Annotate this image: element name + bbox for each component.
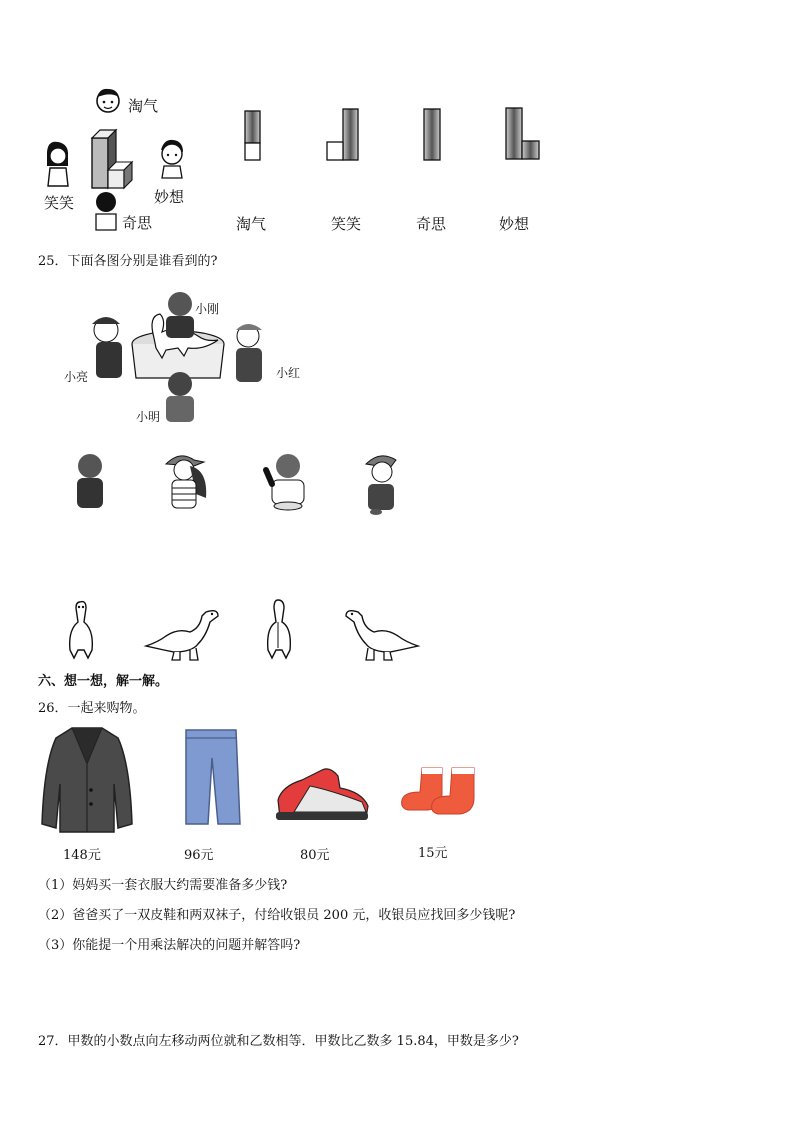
view-option-1 bbox=[243, 110, 263, 162]
jeans-icon bbox=[180, 728, 242, 828]
dinosaur-table-scene bbox=[88, 286, 278, 428]
view-option-2 bbox=[325, 108, 361, 162]
option-label-1: 淘气 bbox=[236, 215, 267, 233]
label-xiaogang: 小刚 bbox=[195, 302, 220, 316]
kid-taoqi-icon bbox=[92, 86, 126, 120]
price-jeans: 96元 bbox=[184, 848, 214, 863]
view-option-4 bbox=[504, 107, 542, 161]
dinosaur-back-icon bbox=[264, 598, 296, 662]
kid-miaoxiang-icon bbox=[156, 138, 188, 180]
label-xiaoming: 小明 bbox=[136, 410, 161, 424]
dinosaur-side-left-icon bbox=[144, 606, 224, 662]
kid-qisi-icon bbox=[92, 190, 120, 234]
price-jacket: 148元 bbox=[63, 848, 101, 863]
label-xiaoliang: 小亮 bbox=[64, 370, 89, 384]
kid-view-back-icon bbox=[74, 452, 106, 510]
price-sneakers: 80元 bbox=[300, 848, 330, 863]
q25-prompt: 25．下面各图分别是谁看到的? bbox=[38, 254, 218, 269]
dinosaur-side-right-icon bbox=[340, 606, 420, 662]
q27-prompt: 27．甲数的小数点向左移动两位就和乙数相等．甲数比乙数多 15.84，甲数是多少? bbox=[38, 1034, 519, 1049]
sneakers-icon bbox=[270, 766, 374, 824]
kid-xiaoxiao-icon bbox=[42, 140, 72, 190]
option-label-3: 奇思 bbox=[416, 215, 447, 233]
kid-view-cap-side-icon bbox=[160, 448, 212, 510]
socks-icon bbox=[398, 764, 482, 816]
view-option-3 bbox=[422, 108, 442, 162]
dinosaur-front-icon bbox=[64, 598, 100, 662]
label-xiaoxiao: 笑笑 bbox=[44, 194, 75, 212]
kid-view-cap-front-icon bbox=[362, 450, 402, 516]
label-miaoxiang: 妙想 bbox=[154, 188, 185, 206]
label-taoqi: 淘气 bbox=[128, 97, 159, 115]
label-qisi: 奇思 bbox=[122, 214, 153, 232]
price-socks: 15元 bbox=[418, 846, 448, 861]
kid-view-waving-icon bbox=[264, 452, 310, 512]
section-6-title: 六、想一想，解一解。 bbox=[38, 674, 169, 689]
option-label-4: 妙想 bbox=[499, 215, 530, 233]
q26-sub-1: （1）妈妈买一套衣服大约需要准备多少钱? bbox=[38, 878, 288, 893]
q26-sub-3: （3）你能提一个用乘法解决的问题并解答吗? bbox=[38, 938, 301, 953]
label-xiaohong: 小红 bbox=[276, 366, 301, 380]
jacket-icon bbox=[40, 724, 134, 834]
q26-prompt: 26．一起来购物。 bbox=[38, 701, 146, 716]
option-label-2: 笑笑 bbox=[331, 215, 362, 233]
q26-sub-2: （2）爸爸买了一双皮鞋和两双袜子，付给收银员 200 元，收银员应找回多少钱呢? bbox=[38, 908, 516, 923]
blocks-figure bbox=[90, 128, 136, 190]
